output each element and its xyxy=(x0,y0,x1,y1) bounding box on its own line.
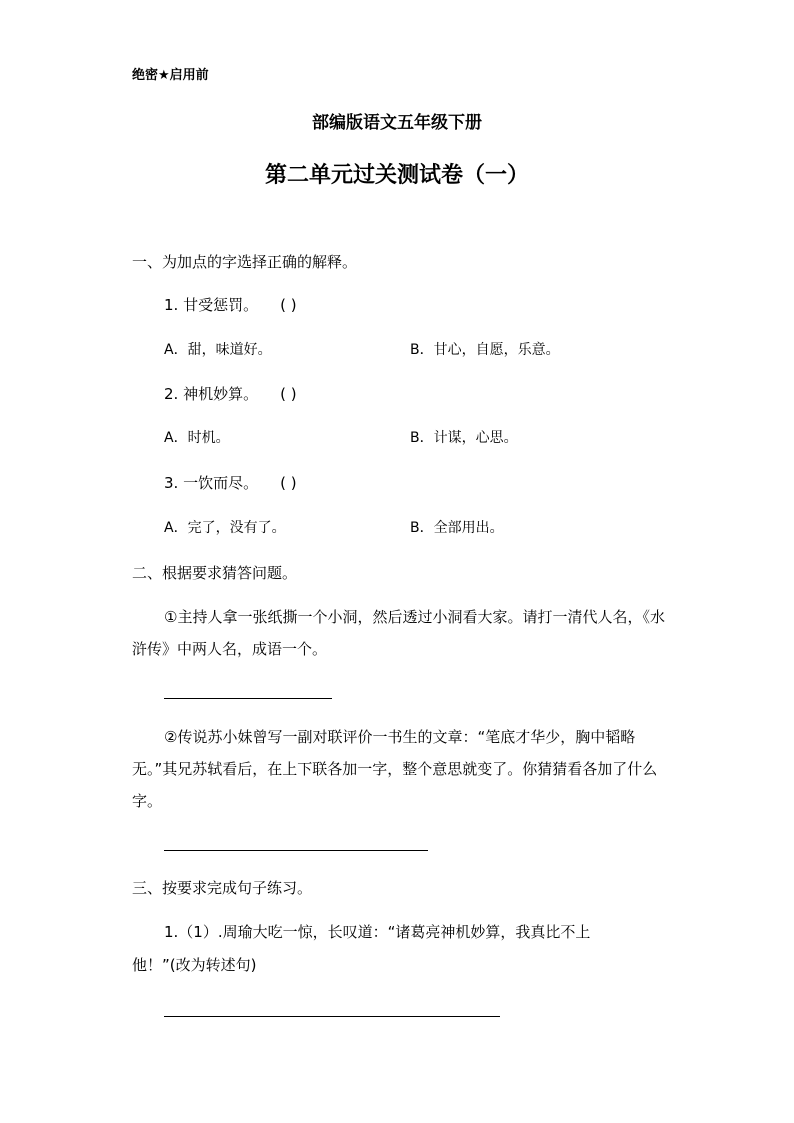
riddle-2: ②传说苏小妹曾写一副对联评价一书生的文章：“笔底才华少，胸中韬略无。”其兄苏轼看后，在上下联各加一字，整个意思就变了。你猜猜看各加了什么字。 xyxy=(132,728,658,810)
sentence-question-line-2: 他！”(改为转述句) xyxy=(132,956,257,974)
question-2 xyxy=(164,384,297,404)
question-3 xyxy=(164,473,297,493)
question-3-stem: 3. 一饮而尽。 xyxy=(164,474,259,492)
question-1-stem: 1. 甘受惩罚。 xyxy=(164,296,259,314)
page-title: 第二单元过关测试卷（一） xyxy=(264,163,529,188)
answer-blank[interactable]: ( ) xyxy=(280,385,297,403)
answer-line[interactable] xyxy=(164,1016,500,1017)
section-1-heading: 一、为加点的字选择正确的解释。 xyxy=(132,253,358,271)
question-2-stem: 2. 神机妙算。 xyxy=(164,385,259,403)
answer-line[interactable] xyxy=(164,850,428,851)
option-a: A．完了，没有了。 xyxy=(164,520,286,536)
answer-blank[interactable]: ( ) xyxy=(280,474,297,492)
answer-blank[interactable]: ( ) xyxy=(280,296,297,314)
question-1 xyxy=(164,295,297,315)
option-b: B．全部用出。 xyxy=(410,520,504,536)
sentence-question-line-1: 1.（1）.周瑜大吃一惊，长叹道：“诸葛亮神机妙算，我真比不上 xyxy=(164,923,591,941)
confidential-label: 绝密★启用前 xyxy=(132,68,209,83)
option-a: A．甜，味道好。 xyxy=(164,342,272,358)
section-3-heading: 三、按要求完成句子练习。 xyxy=(132,879,313,897)
section-2-heading: 二、根据要求猜答问题。 xyxy=(132,564,298,582)
option-b: B．计谋，心思。 xyxy=(410,430,518,446)
answer-line[interactable] xyxy=(164,698,332,699)
option-a: A．时机。 xyxy=(164,430,230,446)
option-b: B．甘心，自愿，乐意。 xyxy=(410,342,560,358)
subtitle: 部编版语文五年级下册 xyxy=(312,113,482,133)
riddle-1: ①主持人拿一张纸撕一个小洞，然后透过小洞看大家。请打一清代人名，《水浒传》中两人名，成语一个。 xyxy=(132,608,665,658)
